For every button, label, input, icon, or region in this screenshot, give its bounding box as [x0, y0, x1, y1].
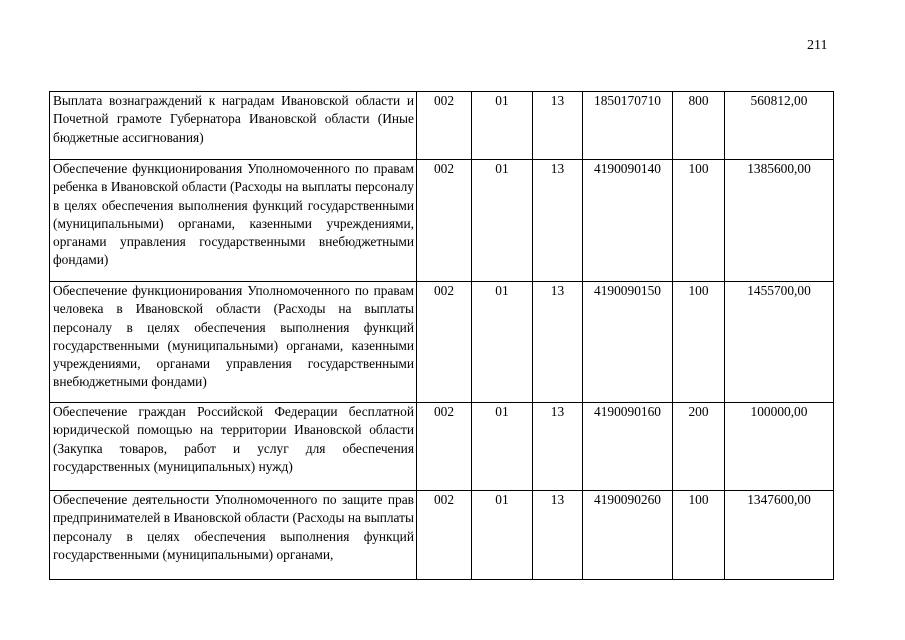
target-article-code: 4190090260: [583, 491, 673, 580]
row-description: Обеспечение функционирования Уполномоченного по правам ребенка в Ивановской области (Расходы на выплаты персоналу в целях обеспечения выполнения функций государственными (муниципальными) органами, казенными учреждениями, органами управления государственными внебюджетными фондами): [50, 160, 417, 282]
subsection-code: 13: [533, 160, 583, 282]
table-row: [50, 282, 834, 403]
row-description: Выплата вознаграждений к наградам Ивановской области и Почетной грамоте Губернатора Ивановской области (Иные бюджетные ассигнования): [50, 92, 417, 160]
budget-table: [49, 91, 834, 580]
subsection-code: 13: [533, 403, 583, 491]
table-row: [50, 160, 834, 282]
target-article-code: 4190090160: [583, 403, 673, 491]
ministry-code: 002: [417, 160, 472, 282]
row-description: Обеспечение деятельности Уполномоченного по защите прав предпринимателей в Ивановской области (Расходы на выплаты персоналу в целях обеспечения выполнения функций государственными (муниципальными) органами,: [50, 491, 417, 580]
ministry-code: 002: [417, 282, 472, 403]
expense-type-code: 200: [673, 403, 725, 491]
amount: 1455700,00: [725, 282, 834, 403]
target-article-code: 4190090150: [583, 282, 673, 403]
target-article-code: 1850170710: [583, 92, 673, 160]
table-row: [50, 403, 834, 491]
subsection-code: 13: [533, 282, 583, 403]
ministry-code: 002: [417, 403, 472, 491]
row-description: Обеспечение граждан Российской Федерации бесплатной юридической помощью на территории Ивановской области (Закупка товаров, работ и услуг для обеспечения государственных (муниципальных) нужд): [50, 403, 417, 491]
table-row: [50, 92, 834, 160]
amount: 1385600,00: [725, 160, 834, 282]
ministry-code: 002: [417, 491, 472, 580]
subsection-code: 13: [533, 491, 583, 580]
amount: 560812,00: [725, 92, 834, 160]
subsection-code: 13: [533, 92, 583, 160]
row-description: Обеспечение функционирования Уполномоченного по правам человека в Ивановской области (Расходы на выплаты персоналу в целях обеспечения выполнения функций государственными (муниципальными) органами, казенными учреждениями, органами управления государственными внебюджетными фондами): [50, 282, 417, 403]
expense-type-code: 100: [673, 282, 725, 403]
target-article-code: 4190090140: [583, 160, 673, 282]
section-code: 01: [472, 160, 533, 282]
expense-type-code: 100: [673, 160, 725, 282]
amount: 1347600,00: [725, 491, 834, 580]
section-code: 01: [472, 282, 533, 403]
expense-type-code: 100: [673, 491, 725, 580]
ministry-code: 002: [417, 92, 472, 160]
page-number: 211: [807, 38, 828, 53]
expense-type-code: 800: [673, 92, 725, 160]
table-row: [50, 491, 834, 580]
section-code: 01: [472, 92, 533, 160]
section-code: 01: [472, 403, 533, 491]
amount: 100000,00: [725, 403, 834, 491]
section-code: 01: [472, 491, 533, 580]
